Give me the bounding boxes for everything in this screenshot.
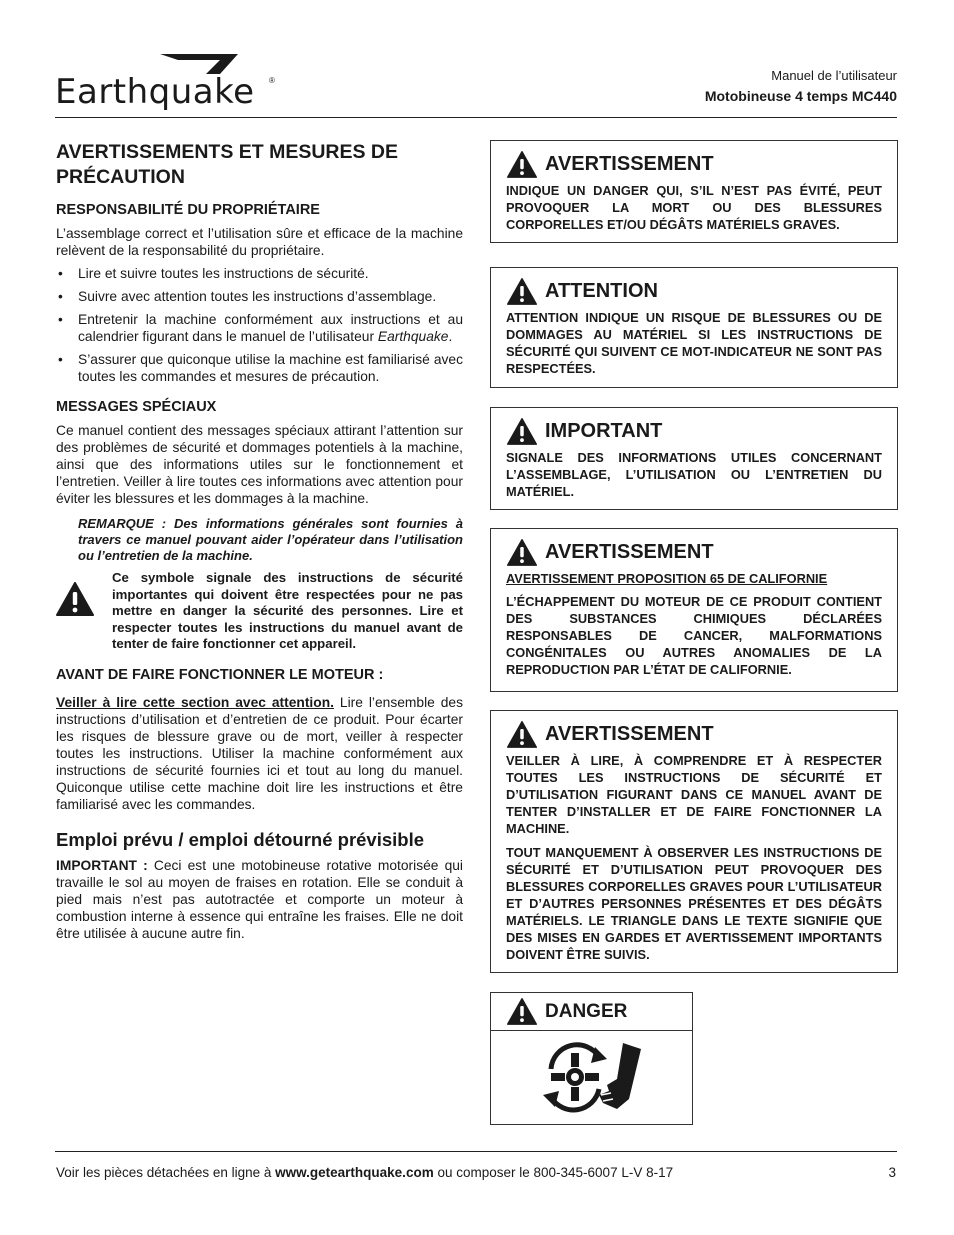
box-text: ATTENTION INDIQUE UN RISQUE DE BLESSURES OU DE DOMMAGES AU MATÉRIEL SI LES INSTRUCTIONS DE SÉCURITÉ QUI SUIVENT CE MOT-INDICATEUR NE SONT PAS RESPECTÉES. — [506, 310, 882, 376]
owner-paragraph: L’assemblage correct et l’utilisation sûre et efficace de la machine relèvent de la responsabilité du propriétaire. — [56, 226, 463, 258]
footer-divider — [55, 1151, 897, 1152]
warning-triangle-icon — [507, 151, 537, 178]
logo-registered-mark: ® — [269, 76, 275, 85]
box-title: DANGER — [545, 1000, 628, 1022]
logo-wordmark: Earthquake — [55, 72, 255, 112]
box-title: IMPORTANT — [545, 419, 663, 442]
list-item: • S’assurer que quiconque utilise la machine est familiarisé avec toutes les commandes et mesures de précaution. — [56, 351, 463, 385]
remark-note: REMARQUE : Des informations générales sont fournies à travers ce manuel pouvant aider l’opérateur dans l’utilisation ou l’entretien de la machine. — [78, 516, 463, 563]
warning-box-read-instructions — [490, 710, 898, 973]
warning-triangle-icon — [507, 998, 537, 1025]
safety-symbol-row — [56, 570, 463, 653]
warning-triangle-icon — [507, 539, 537, 566]
box-title: ATTENTION — [545, 279, 658, 302]
box-text: L’ÉCHAPPEMENT DU MOTEUR DE CE PRODUIT CONTIENT DES SUBSTANCES CHIMIQUES DÉCLARÉES RESPONSABLES DE CANCER, MALFORMATIONS CONGÉNITALES OU AUTRES ANOMALIES DE LA REPRODUCTION PAR L’ÉTAT DE CALIFORNIE. — [506, 594, 882, 677]
box-title: AVERTISSEMENT — [545, 152, 714, 175]
warning-box-important — [490, 407, 898, 510]
manual-label: Manuel de l’utilisateur — [771, 68, 897, 83]
brand-logo — [55, 52, 280, 114]
special-messages-heading: MESSAGES SPÉCIAUX — [56, 399, 217, 415]
box-text: SIGNALE DES INFORMATIONS UTILES CONCERNANT L’ASSEMBLAGE, L’UTILISATION OU L’ENTRETIEN DU MATÉRIEL. — [506, 450, 882, 499]
footer-text: Voir les pièces détachées en ligne à www.getearthquake.com ou composer le 800-345-6007 L-V 8-17 — [56, 1165, 674, 1180]
warning-triangle-icon — [507, 721, 537, 748]
list-item: • Lire et suivre toutes les instructions de sécurité. — [56, 265, 463, 282]
warning-triangle-icon — [56, 570, 112, 653]
intended-use-paragraph: IMPORTANT : Ceci est une motobineuse rotative motorisée qui travaille le sol au moyen de fraises en rotation. Elle se conduit à pied mais n’est pas autotractée et comporte un moteur à combustion interne à essence qui entraîne les fraises. Elle ne doit être utilisée à aucune autre fin. — [56, 857, 463, 941]
list-item: • Suivre avec attention toutes les instructions d’assemblage. — [56, 288, 463, 305]
box-subtitle: AVERTISSEMENT PROPOSITION 65 DE CALIFORNIE — [506, 571, 828, 586]
footer-url-link[interactable]: www.getearthquake.com — [275, 1165, 434, 1180]
header-divider — [55, 117, 897, 118]
intended-use-lead: IMPORTANT : — [56, 857, 154, 873]
page-number: 3 — [888, 1165, 896, 1180]
before-operating-paragraph: Veiller à lire cette section avec attention. Lire l’ensemble des instructions d’utilisation et d’entretien de ce produit. Pour écarter les risques de blessure grave ou de mort, veiller à respecter toutes les instructions. Utiliser la machine conformément aux instructions de sécurité fournies ici et tout au long du manuel. Quiconque utilise cette machine doit lire les instructions et être familiarisé avec les commandes. — [56, 694, 463, 812]
before-operating-lead: Veiller à lire cette section avec attention. — [56, 694, 334, 710]
box-text: TOUT MANQUEMENT À OBSERVER LES INSTRUCTIONS DE SÉCURITÉ ET D’UTILISATION PEUT PROVOQUER DES BLESSURES CORPORELLES GRAVES POUR L’UTILISATEUR ET D’AUTRES PERSONNES PRÉSENTES ET DES DÉGÂTS MATÉRIELS. LE TRIANGLE DANS LE TEXTE SIGNIFIE QUE DES MISES EN GARDES ET AVERTISSEMENT IMPORTANTS DOIVENT ÊTRE SUIVIS. — [506, 845, 882, 962]
list-item: • Entretenir la machine conformément aux instructions et au calendrier figurant dans le manuel de l’utilisateur Earthquake. — [56, 311, 463, 345]
box-title: AVERTISSEMENT — [545, 540, 714, 563]
brand-italic: Earthquake — [377, 329, 449, 344]
rotating-tines-hand-icon — [491, 1031, 692, 1117]
intended-use-heading: Emploi prévu / emploi détourné prévisible — [56, 828, 425, 850]
box-title: AVERTISSEMENT — [545, 722, 714, 745]
section-title: AVERTISSEMENTS ET MESURES DE PRÉCAUTION — [56, 141, 399, 188]
warning-triangle-icon — [507, 278, 537, 305]
before-operating-heading: AVANT DE FAIRE FONCTIONNER LE MOTEUR : — [56, 666, 384, 683]
warning-box-avertissement — [490, 140, 898, 243]
box-text: VEILLER À LIRE, À COMPRENDRE ET À RESPECTER TOUTES LES INSTRUCTIONS DE SÉCURITÉ ET D’UTILISATION FIGURANT DANS CE MANUEL AVANT DE TENTER D’INSTALLER ET DE FAIRE FONCTIONNER LA MACHINE. — [506, 753, 882, 836]
warning-box-attention — [490, 267, 898, 388]
warning-triangle-icon — [507, 418, 537, 445]
special-messages-paragraph: Ce manuel contient des messages spéciaux attirant l’attention sur des problèmes de sécurité et dommages potentiels à la machine, ainsi que des informations utiles sur le fonctionnement et l’entretien. Veiller à lire toutes ces informations avec attention pour éviter les blessures et les dommages à la machine. — [56, 423, 463, 506]
left-column — [56, 140, 463, 942]
warning-box-prop65 — [490, 528, 898, 692]
safety-symbol-text: Ce symbole signale des instructions de sécurité importantes qui doivent être respectées pour ne pas mettre en danger la sécurité des personnes. Lire et respecter toutes les instructions du manuel avant de tenter de faire fonctionner cet appareil. — [112, 570, 463, 651]
box-text: INDIQUE UN DANGER QUI, S’IL N’EST PAS ÉVITÉ, PEUT PROVOQUER LA MORT OU DES BLESSURES CORPORELLES ET/OU DÉGÂTS MATÉRIELS GRAVES. — [506, 183, 882, 232]
header-info — [705, 68, 897, 104]
owner-bullet-list — [56, 265, 463, 385]
danger-box — [490, 992, 693, 1125]
owner-heading: RESPONSABILITÉ DU PROPRIÉTAIRE — [56, 202, 320, 218]
model-label: Motobineuse 4 temps MC440 — [704, 88, 897, 104]
